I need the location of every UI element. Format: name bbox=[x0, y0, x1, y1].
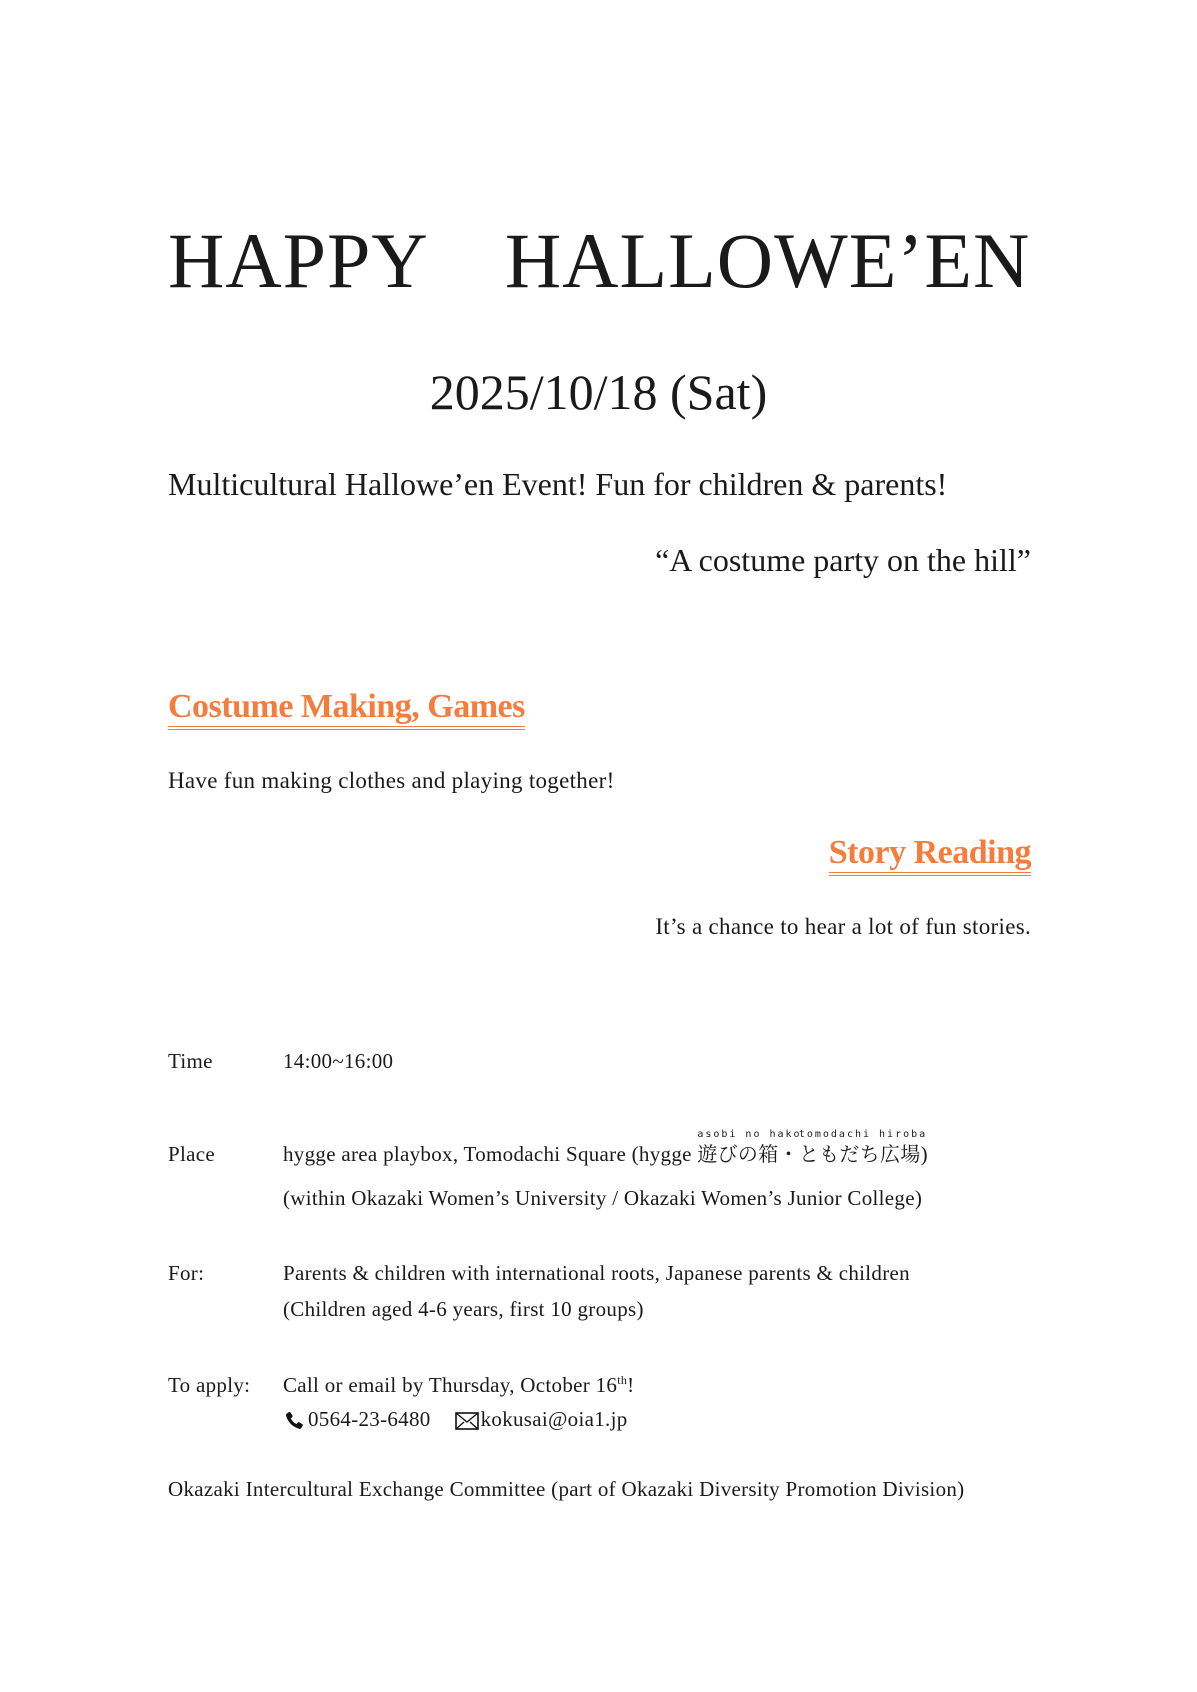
page-title: HAPPY HALLOWE’EN bbox=[168, 217, 1031, 304]
apply-line1 bbox=[283, 1375, 634, 1396]
place-line2: (within Okazaki Women’s University / Okazaki Women’s Junior College) bbox=[283, 1186, 923, 1210]
place-value bbox=[283, 1129, 928, 1166]
ruby-reading-tomodachi: tomodachi hiroba bbox=[798, 1129, 928, 1140]
apply-line1-suffix: ! bbox=[627, 1373, 635, 1397]
intro-text: Multicultural Hallowe’en Event! Fun for children & parents! bbox=[168, 466, 948, 502]
ruby-tomodachi bbox=[798, 1129, 928, 1166]
place-jp-sep: ・ bbox=[778, 1142, 799, 1166]
apply-label: To apply: bbox=[168, 1373, 251, 1397]
place-jp-2: ともだち広場 bbox=[798, 1142, 921, 1166]
apply-contacts bbox=[283, 1409, 628, 1432]
apply-line1-sup: th bbox=[617, 1373, 628, 1387]
costume-text: Have fun making clothes and playing together! bbox=[168, 768, 615, 793]
costume-heading: Costume Making, Games bbox=[168, 690, 525, 730]
place-jp-1: 遊びの箱 bbox=[697, 1142, 779, 1166]
for-line1: Parents & children with international roots, Japanese parents & children bbox=[283, 1261, 910, 1285]
phone-icon bbox=[283, 1410, 305, 1432]
story-text: It’s a chance to hear a lot of fun stories. bbox=[655, 914, 1031, 939]
mail-icon bbox=[455, 1412, 479, 1430]
footer-organizer: Okazaki Intercultural Exchange Committee (part of Okazaki Diversity Promotion Division) bbox=[168, 1477, 965, 1501]
place-label: Place bbox=[168, 1142, 215, 1166]
time-label: Time bbox=[168, 1049, 213, 1073]
ruby-asobi bbox=[697, 1129, 802, 1166]
event-date: 2025/10/18 (Sat) bbox=[429, 364, 768, 420]
ruby-reading-asobi: asobi no hako bbox=[697, 1129, 802, 1140]
for-line2: (Children aged 4-6 years, first 10 groups) bbox=[283, 1297, 644, 1321]
for-label: For: bbox=[168, 1261, 205, 1285]
story-heading: Story Reading bbox=[829, 836, 1031, 876]
email-address: kokusai@oia1.jp bbox=[480, 1407, 628, 1431]
apply-line1-text: Call or email by Thursday, October 16 bbox=[283, 1373, 618, 1397]
place-suffix: ) bbox=[920, 1142, 928, 1166]
tagline: “A costume party on the hill” bbox=[655, 542, 1031, 578]
time-value: 14:00~16:00 bbox=[283, 1049, 394, 1073]
place-prefix: hygge area playbox, Tomodachi Square (hygge bbox=[283, 1142, 698, 1166]
phone-number: 0564-23-6480 bbox=[308, 1407, 431, 1431]
